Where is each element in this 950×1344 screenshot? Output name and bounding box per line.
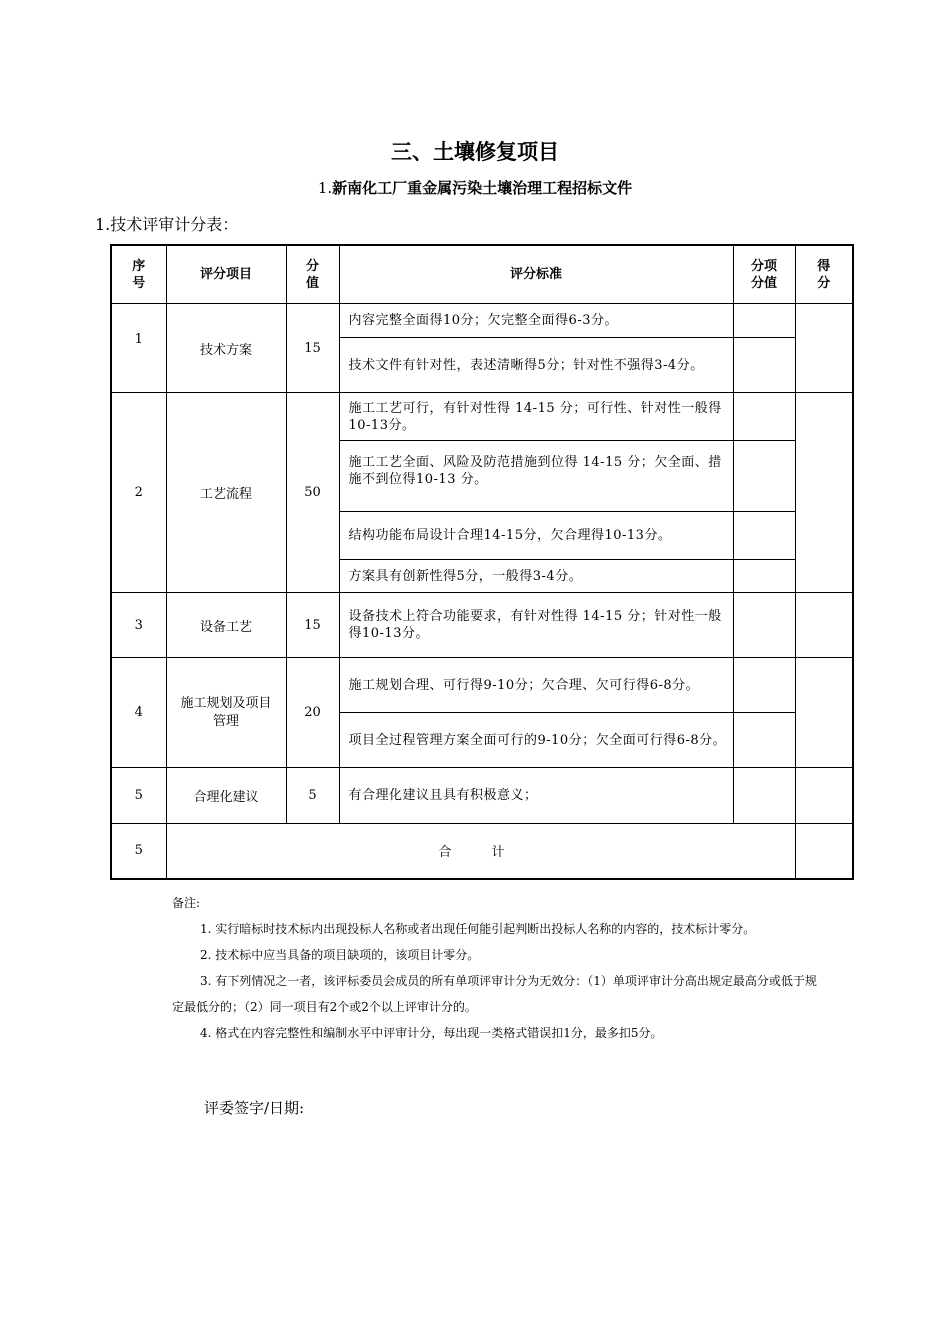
note-item: 2. 技术标中应当具备的项目缺项的，该项目计零分。 (200, 948, 480, 962)
criteria-cell: 结构功能布局设计合理14-15分，欠合理得10-13分。 (339, 512, 733, 560)
row-no: 1 (111, 304, 166, 393)
header-criteria: 评分标准 (339, 245, 733, 304)
scoring-table (110, 244, 854, 880)
header-got: 得分 (795, 245, 853, 304)
note-item: 4. 格式在内容完整性和编制水平中评审计分，每出现一类格式错误扣1分，最多扣5分。 (200, 1026, 663, 1040)
row-score: 15 (286, 304, 339, 393)
total-got-cell (795, 824, 853, 879)
header-score: 分值 (286, 245, 339, 304)
sub-score-cell (733, 393, 795, 441)
header-no: 序号 (111, 245, 166, 304)
page-title: 三、土壤修复项目 (391, 140, 559, 164)
table-header-row (111, 245, 853, 304)
got-cell (795, 768, 853, 824)
criteria-cell: 内容完整全面得10分；欠完整全面得6-3分。 (339, 304, 733, 338)
total-no: 5 (111, 824, 166, 879)
notes-block (172, 890, 822, 1046)
sub-score-cell (733, 658, 795, 713)
criteria-cell: 方案具有创新性得5分，一般得3-4分。 (339, 560, 733, 593)
subtitle-text: 新南化工厂重金属污染土壤治理工程招标文件 (332, 179, 633, 197)
row-item: 合理化建议 (166, 768, 286, 824)
header-sub-score: 分项分值 (733, 245, 795, 304)
row-no: 2 (111, 393, 166, 593)
document-subtitle (0, 177, 950, 198)
sub-score-cell (733, 304, 795, 338)
criteria-cell: 项目全过程管理方案全面可行的9-10分；欠全面可行得6-8分。 (339, 713, 733, 768)
table-row (111, 304, 853, 338)
criteria-cell: 有合理化建议且具有积极意义； (339, 768, 733, 824)
note-item: 1. 实行暗标时技术标内出现投标人名称或者出现任何能引起判断出投标人名称的内容的，技术标计零分。 (200, 922, 756, 936)
criteria-cell: 设备技术上符合功能要求，有针对性得 14-15 分；针对性一般得10-13分。 (339, 593, 733, 658)
subtitle-number: 1. (317, 179, 333, 197)
total-label: 合 计 (166, 824, 795, 879)
sub-score-cell (733, 338, 795, 393)
row-score: 15 (286, 593, 339, 658)
row-item: 施工规划及项目管理 (166, 658, 286, 768)
criteria-cell: 施工规划合理、可行得9-10分；欠合理、欠可行得6-8分。 (339, 658, 733, 713)
sub-score-cell (733, 593, 795, 658)
row-item: 设备工艺 (166, 593, 286, 658)
criteria-cell: 施工工艺全面、风险及防范措施到位得 14-15 分；欠全面、措施不到位得10-13 分。 (339, 441, 733, 512)
sub-score-cell (733, 713, 795, 768)
row-score: 50 (286, 393, 339, 593)
note-item: 3. 有下列情况之一者，该评标委员会成员的所有单项评审计分为无效分：（1）单项评审计分高出规定最高分或低于规定最低分的；（2）同一项目有2个或2个以上评审计分的。 (172, 974, 817, 1014)
got-cell (795, 393, 853, 593)
notes-heading: 备注: (172, 896, 201, 910)
signature-line: 评委签字/日期: (204, 1099, 305, 1117)
row-item: 技术方案 (166, 304, 286, 393)
got-cell (795, 593, 853, 658)
sub-score-cell (733, 560, 795, 593)
got-cell (795, 658, 853, 768)
row-score: 20 (286, 658, 339, 768)
row-no: 3 (111, 593, 166, 658)
table-row (111, 768, 853, 824)
sub-score-cell (733, 768, 795, 824)
criteria-cell: 施工工艺可行，有针对性得 14-15 分；可行性、针对性一般得10-13分。 (339, 393, 733, 441)
row-item: 工艺流程 (166, 393, 286, 593)
section-heading: 1.技术评审计分表： (95, 215, 239, 234)
criteria-cell: 技术文件有针对性，表述清晰得5分；针对性不强得3-4分。 (339, 338, 733, 393)
table-row (111, 658, 853, 713)
header-item: 评分项目 (166, 245, 286, 304)
total-row (111, 824, 853, 879)
got-cell (795, 304, 853, 393)
table-row (111, 393, 853, 441)
sub-score-cell (733, 441, 795, 512)
table-row (111, 593, 853, 658)
sub-score-cell (733, 512, 795, 560)
row-no: 4 (111, 658, 166, 768)
row-no: 5 (111, 768, 166, 824)
row-score: 5 (286, 768, 339, 824)
